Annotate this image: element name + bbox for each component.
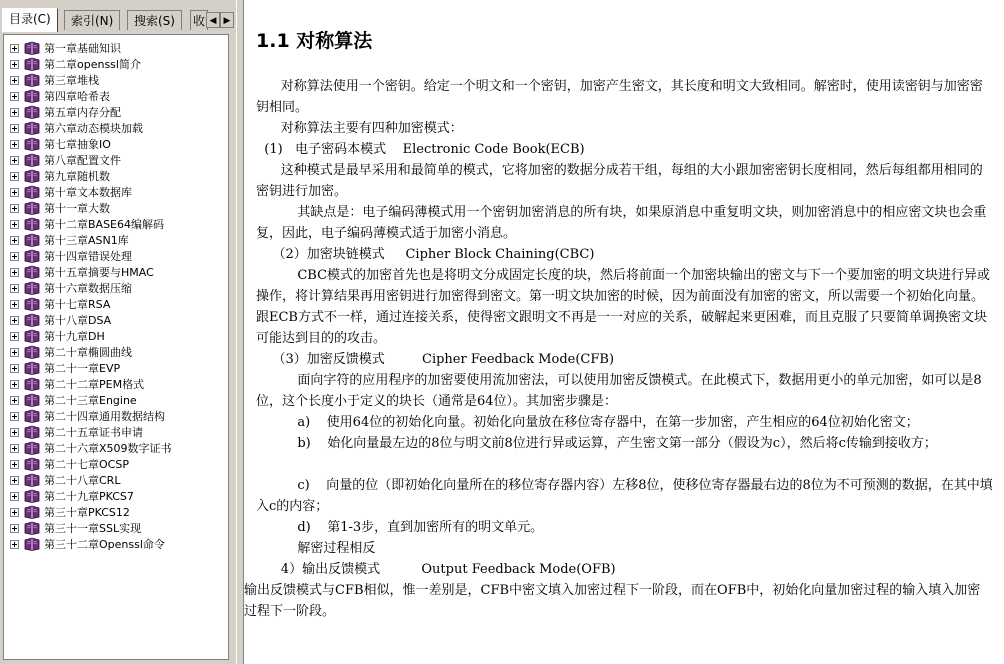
tree-item-label: 第二十二章PEM格式 bbox=[44, 378, 145, 391]
tree-item-label: 第二十三章Engine bbox=[44, 394, 137, 407]
tree-item[interactable] bbox=[10, 88, 110, 104]
tree-item[interactable] bbox=[10, 408, 165, 424]
tree-item[interactable] bbox=[10, 184, 132, 200]
content-paragraph: 4）输出反馈模式 Output Feedback Mode(OFB) bbox=[256, 562, 616, 577]
tree-item-label: 第三十二章Openssl命令 bbox=[44, 538, 165, 551]
expand-icon[interactable] bbox=[10, 156, 19, 165]
book-icon bbox=[24, 297, 40, 311]
expand-icon[interactable] bbox=[10, 492, 19, 501]
content-paragraph: （3）加密反馈模式 Cipher Feedback Mode(CFB) bbox=[256, 352, 615, 367]
tree-item-label: 第九章随机数 bbox=[44, 170, 110, 183]
tree-item[interactable] bbox=[10, 136, 111, 152]
expand-icon[interactable] bbox=[10, 76, 19, 85]
tree-item[interactable] bbox=[10, 456, 129, 472]
tree-item[interactable] bbox=[10, 520, 141, 536]
expand-icon[interactable] bbox=[10, 252, 19, 261]
content-pane bbox=[244, 0, 1004, 664]
book-icon bbox=[24, 489, 40, 503]
tree-item[interactable] bbox=[10, 120, 143, 136]
tree-item-label: 第二十章椭圆曲线 bbox=[44, 346, 132, 359]
tree-item[interactable] bbox=[10, 72, 99, 88]
tree-item-label: 第十四章错误处理 bbox=[44, 250, 132, 263]
tree-item[interactable] bbox=[10, 264, 154, 280]
tree-item-label: 第二十六章X509数字证书 bbox=[44, 442, 172, 455]
book-icon bbox=[24, 505, 40, 519]
tree-item[interactable] bbox=[10, 104, 121, 120]
tree-item[interactable] bbox=[10, 536, 165, 552]
tree-item[interactable] bbox=[10, 152, 121, 168]
expand-icon[interactable] bbox=[10, 348, 19, 357]
tree-item-label: 第七章抽象IO bbox=[44, 138, 111, 151]
book-icon bbox=[24, 73, 40, 87]
tree-item[interactable] bbox=[10, 472, 120, 488]
tree-item-label: 第十二章BASE64编解码 bbox=[44, 218, 165, 231]
tree-item[interactable] bbox=[10, 312, 111, 328]
content-paragraph: （2）加密块链模式 Cipher Block Chaining(CBC) bbox=[256, 247, 595, 262]
book-icon bbox=[24, 105, 40, 119]
expand-icon[interactable] bbox=[10, 316, 19, 325]
expand-icon[interactable] bbox=[10, 444, 19, 453]
tree-item-label: 第六章动态模块加载 bbox=[44, 122, 143, 135]
tree-item-label: 第四章哈希表 bbox=[44, 90, 110, 103]
expand-icon[interactable] bbox=[10, 44, 19, 53]
book-icon bbox=[24, 233, 40, 247]
expand-icon[interactable] bbox=[10, 524, 19, 533]
book-icon bbox=[24, 313, 40, 327]
book-icon bbox=[24, 473, 40, 487]
book-icon bbox=[24, 281, 40, 295]
tree-item-label: 第二十七章OCSP bbox=[44, 458, 129, 471]
book-icon bbox=[24, 409, 40, 423]
expand-icon[interactable] bbox=[10, 284, 19, 293]
book-icon bbox=[24, 249, 40, 263]
tree-item[interactable] bbox=[10, 56, 141, 72]
tree-item-label: 第二十八章CRL bbox=[44, 474, 121, 487]
tree-item-label: 第二章openssl简介 bbox=[44, 58, 141, 71]
tree-item[interactable] bbox=[10, 216, 164, 232]
book-icon bbox=[24, 377, 40, 391]
contents-tree bbox=[3, 34, 229, 660]
book-icon bbox=[24, 521, 40, 535]
content-paragraph: 对称算法使用一个密钥。给定一个明文和一个密钥，加密产生密文，其长度和明文大致相同。解密时，使用读密钥与加密密钥相同。 bbox=[256, 79, 983, 115]
expand-icon[interactable] bbox=[10, 60, 19, 69]
page-title: 1.1 对称算法 bbox=[256, 30, 373, 52]
book-icon bbox=[24, 345, 40, 359]
tree-item[interactable] bbox=[10, 280, 132, 296]
tab-scroll-left-icon[interactable]: ◀ bbox=[206, 12, 220, 28]
content-paragraph: (1) 电子密码本模式 Electronic Code Book(ECB) bbox=[256, 142, 585, 157]
expand-icon[interactable] bbox=[10, 140, 19, 149]
book-icon bbox=[24, 217, 40, 231]
book-icon bbox=[24, 441, 40, 455]
tree-item-label: 第三十一章SSL实现 bbox=[44, 522, 142, 535]
tree-item-label: 第二十四章通用数据结构 bbox=[44, 410, 165, 423]
tab-index[interactable]: 索引(N) bbox=[64, 10, 120, 30]
content-paragraph: 这种模式是最早采用和最简单的模式，它将加密的数据分成若干组，每组的大小跟加密密钥长度相同，然后每组都用相同的密钥进行加密。 bbox=[256, 163, 983, 199]
book-icon bbox=[24, 457, 40, 471]
tree-item-label: 第二十九章PKCS7 bbox=[44, 490, 134, 503]
tab-overflow[interactable]: 收 bbox=[190, 10, 208, 30]
book-icon bbox=[24, 425, 40, 439]
tree-item[interactable] bbox=[10, 344, 132, 360]
tree-item[interactable] bbox=[10, 360, 120, 376]
expand-icon[interactable] bbox=[10, 108, 19, 117]
expand-icon[interactable] bbox=[10, 236, 19, 245]
tab-contents[interactable]: 目录(C) bbox=[2, 8, 58, 32]
expand-icon[interactable] bbox=[10, 412, 19, 421]
content-paragraph: 其缺点是：电子编码薄模式用一个密钥加密消息的所有块，如果原消息中重复明文块，则加密消息中的相应密文块也会重复，因此，电子编码薄模式适于加密小消息。 bbox=[256, 205, 987, 241]
book-icon bbox=[24, 89, 40, 103]
tree-item-label: 第十章文本数据库 bbox=[44, 186, 132, 199]
tree-item-label: 第三章堆栈 bbox=[44, 74, 99, 87]
tree-item[interactable] bbox=[10, 200, 110, 216]
book-icon bbox=[24, 121, 40, 135]
tree-item-label: 第八章配置文件 bbox=[44, 154, 121, 167]
pane-splitter[interactable] bbox=[236, 0, 244, 664]
tree-item-label: 第十八章DSA bbox=[44, 314, 112, 327]
nav-tabs bbox=[0, 8, 236, 32]
expand-icon[interactable] bbox=[10, 188, 19, 197]
tree-item-label: 第十七章RSA bbox=[44, 298, 111, 311]
content-paragraph: b) 始化向量最左边的8位与明文前8位进行异或运算，产生密文第一部分（假设为c），然后将c传输到接收方； bbox=[256, 436, 937, 451]
tree-item-label: 第十六章数据压缩 bbox=[44, 282, 132, 295]
tree-item[interactable] bbox=[10, 488, 134, 504]
tree-item-label: 第一章基础知识 bbox=[44, 42, 121, 55]
expand-icon[interactable] bbox=[10, 396, 19, 405]
book-icon bbox=[24, 265, 40, 279]
tree-item-label: 第十五章摘要与HMAC bbox=[44, 266, 154, 279]
tree-item[interactable] bbox=[10, 440, 172, 456]
book-icon bbox=[24, 153, 40, 167]
expand-icon[interactable] bbox=[10, 508, 19, 517]
book-icon bbox=[24, 57, 40, 71]
tab-search[interactable]: 搜索(S) bbox=[127, 10, 182, 30]
content-paragraph: CBC模式的加密首先也是将明文分成固定长度的块，然后将前面一个加密块输出的密文与下一个要加密的明文块进行异或操作，将计算结果再用密钥进行加密得到密文。第一明文块加密的时候，因为前面没有加密的密文，所以需要一个初始化向量。跟ECB方式不一样，通过连接关系，使得密文跟明文不再是一一对应的关系，破解起来更困难，而且克服了只要简单调换密文块可能达到目的的攻击。 bbox=[256, 268, 991, 346]
expand-icon[interactable] bbox=[10, 124, 19, 133]
tree-item-label: 第十九章DH bbox=[44, 330, 105, 343]
content-paragraph: 解密过程相反 bbox=[256, 541, 376, 556]
tree-item[interactable] bbox=[10, 40, 121, 56]
tree-item[interactable] bbox=[10, 296, 110, 312]
expand-icon[interactable] bbox=[10, 332, 19, 341]
expand-icon[interactable] bbox=[10, 172, 19, 181]
tree-item[interactable] bbox=[10, 168, 110, 184]
tree-item-label: 第二十一章EVP bbox=[44, 362, 121, 375]
book-icon bbox=[24, 329, 40, 343]
content-paragraph: c) 向量的位（即初始化向量所在的移位寄存器内容）左移8位，使移位寄存器最右边的8位为不可预测的数据，在其中填入c的内容； bbox=[256, 478, 993, 514]
tree-item[interactable] bbox=[10, 392, 137, 408]
tree-item-label: 第十三章ASN1库 bbox=[44, 234, 129, 247]
book-icon bbox=[24, 361, 40, 375]
content-paragraph: 面向字符的应用程序的加密要使用流加密法，可以使用加密反馈模式。在此模式下，数据用更小的单元加密，如可以是8位，这个长度小于定义的块长（通常是64位）。其加密步骤是： bbox=[256, 373, 982, 409]
tab-scroll-right-icon[interactable]: ▶ bbox=[220, 12, 234, 28]
expand-icon[interactable] bbox=[10, 476, 19, 485]
content-paragraph: 对称算法主要有四种加密模式： bbox=[256, 121, 463, 136]
expand-icon[interactable] bbox=[10, 364, 19, 373]
book-icon bbox=[24, 41, 40, 55]
expand-icon[interactable] bbox=[10, 540, 19, 549]
tree-item[interactable] bbox=[10, 232, 129, 248]
expand-icon[interactable] bbox=[10, 300, 19, 309]
expand-icon[interactable] bbox=[10, 380, 19, 389]
tree-item[interactable] bbox=[10, 248, 132, 264]
tree-item[interactable] bbox=[10, 424, 143, 440]
book-icon bbox=[24, 537, 40, 551]
content-paragraph: 输出反馈模式与CFB相似，惟一差别是，CFB中密文填入加密过程下一阶段，而在OFB中，初始化向量加密过程的输入填入加密过程下一阶段。 bbox=[244, 583, 981, 619]
book-icon bbox=[24, 201, 40, 215]
book-icon bbox=[24, 137, 40, 151]
expand-icon[interactable] bbox=[10, 460, 19, 469]
content-paragraph: a) 使用64位的初始化向量。初始化向量放在移位寄存器中，在第一步加密，产生相应的64位初始化密文； bbox=[256, 415, 919, 430]
tree-item[interactable] bbox=[10, 328, 105, 344]
tree-item[interactable] bbox=[10, 504, 130, 520]
expand-icon[interactable] bbox=[10, 268, 19, 277]
content-paragraph: d) 第1-3步，直到加密所有的明文单元。 bbox=[256, 520, 544, 535]
expand-icon[interactable] bbox=[10, 220, 19, 229]
tree-item-label: 第三十章PKCS12 bbox=[44, 506, 130, 519]
expand-icon[interactable] bbox=[10, 428, 19, 437]
tree-item-label: 第二十五章证书申请 bbox=[44, 426, 143, 439]
expand-icon[interactable] bbox=[10, 92, 19, 101]
book-icon bbox=[24, 185, 40, 199]
tree-item[interactable] bbox=[10, 376, 144, 392]
book-icon bbox=[24, 393, 40, 407]
tree-item-label: 第十一章大数 bbox=[44, 202, 110, 215]
expand-icon[interactable] bbox=[10, 204, 19, 213]
navigation-pane bbox=[0, 0, 236, 664]
book-icon bbox=[24, 169, 40, 183]
tree-item-label: 第五章内存分配 bbox=[44, 106, 121, 119]
